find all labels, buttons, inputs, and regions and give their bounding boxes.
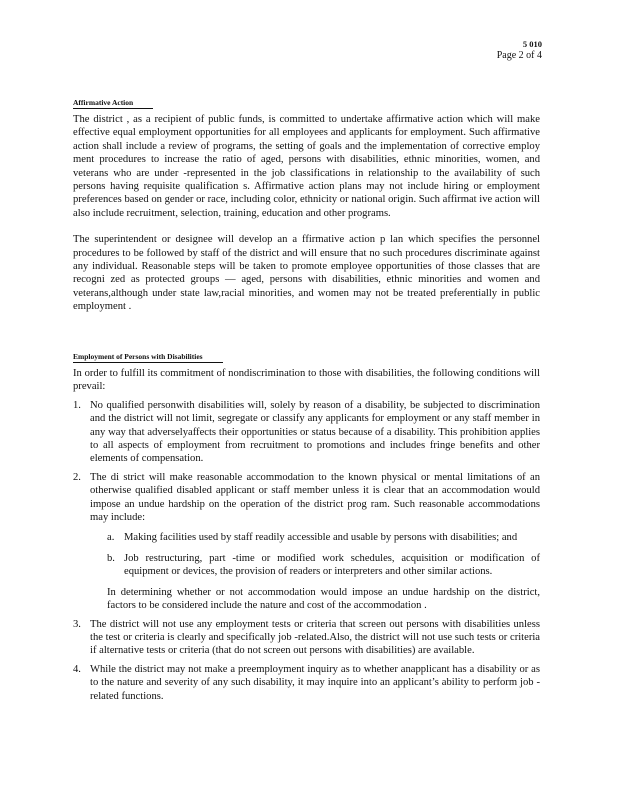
item-number: 3. xyxy=(73,618,81,630)
employment-disabilities-section xyxy=(73,350,540,703)
list-item xyxy=(73,399,540,466)
employment-intro: In order to fulfill its commitment of nondiscrimination to those with disabilities, the following conditions will prevail: xyxy=(73,368,540,393)
list-item xyxy=(73,471,540,613)
item-number: 2. xyxy=(73,471,81,483)
affirmative-action-heading: Affirmative Action xyxy=(73,98,153,109)
sub-item xyxy=(107,552,540,579)
sub-item-text: Job restructuring, part -time or modified work schedules, acquisition or modification of equipment or devices, the provision of readers or interpreters and other similar actions. xyxy=(124,552,540,578)
item-text: The di strict will make reasonable accommodation to the known physical or mental limitations of an otherwise qualified disabled applicant or staff member unless it is clear that an accommodation would impose an undue hardship on the operation of the district prog ram. Such reasonable accommodations may include: xyxy=(90,471,540,524)
sub-item-letter: a. xyxy=(107,532,115,544)
item-text: The district will not use any employment tests or criteria that screen out persons with disabilities unless the test or criteria is clearly and specifically job -related.Also, the district will not use such tests or criteria if alternative tests or criteria (that do not screen out persons with disabilities) are available. xyxy=(90,618,540,657)
item-followup-text: In determining whether or not accommodation would impose an undue hardship on the district, factors to be considered include the nature and cost of the accommodation . xyxy=(107,586,540,612)
policy-number: 5 010 xyxy=(522,39,542,49)
conditions-list xyxy=(73,399,540,703)
sub-item xyxy=(107,531,540,544)
affirmative-action-paragraph-2: The superintendent or designee will develop an a ffirmative action p lan which specifies the personnel procedures to be followed by staff of the district and will ensure that no such procedures discriminate against any individual. Reasonable steps will be taken to promote employee opportunities of those classes that are recogni zed as protected groups — aged, persons with disabilities, ethnic minorities and women and veterans,although under state law,racial minorities, and women may not be treated preferentially in public employment . xyxy=(73,234,540,313)
list-item xyxy=(73,663,540,703)
sub-item-letter: b. xyxy=(107,552,115,564)
page-number: Page 2 of 4 xyxy=(496,50,542,61)
item-text: No qualified personwith disabilities will, solely by reason of a disability, be subjected to discrimination and the district will not limit, segregate or classify any applicants for employment or any staff member in any way that adverselyaffects their opportunities or status because of a disability. This prohibition applies to all aspects of employment from recruitment to promotions and includes fringe benefits and other elements of compensation. xyxy=(90,399,540,465)
affirmative-action-section xyxy=(73,96,540,314)
affirmative-action-paragraph-1: The district , as a recipient of public funds, is committed to undertake affirmative action which will make effective equal employment opportunities for all employees and applicants for employment. Such affirmative action shall include a review of programs, the setting of goals and the implementation of corrective employ ment procedures to increase the ratio of aged, persons with disabilities, ethnic minorities, women, and veterans who are under -represented in the job classifications in relationship to the availability of such persons having requisite qualification s. Affirmative action plans may not include hiring or employment preferences based on gender or race, including color, ethnicity or national origin. Such affirmat ive action will also include recruitment, selection, training, education and other programs. xyxy=(73,114,540,219)
item-number: 4. xyxy=(73,663,81,675)
page-header xyxy=(497,38,542,62)
employment-disabilities-heading: Employment of Persons with Disabilities xyxy=(73,352,223,363)
item-number: 1. xyxy=(73,399,81,411)
sub-item-text: Making facilities used by staff readily accessible and usable by persons with disabilities; and xyxy=(124,532,518,544)
item-text: While the district may not make a preemployment inquiry as to whether anapplicant has a disability or as to the nature and severity of any such disability, it may inquire into an applicant’s ability to perform job -related functions. xyxy=(90,663,540,702)
list-item xyxy=(73,618,540,658)
